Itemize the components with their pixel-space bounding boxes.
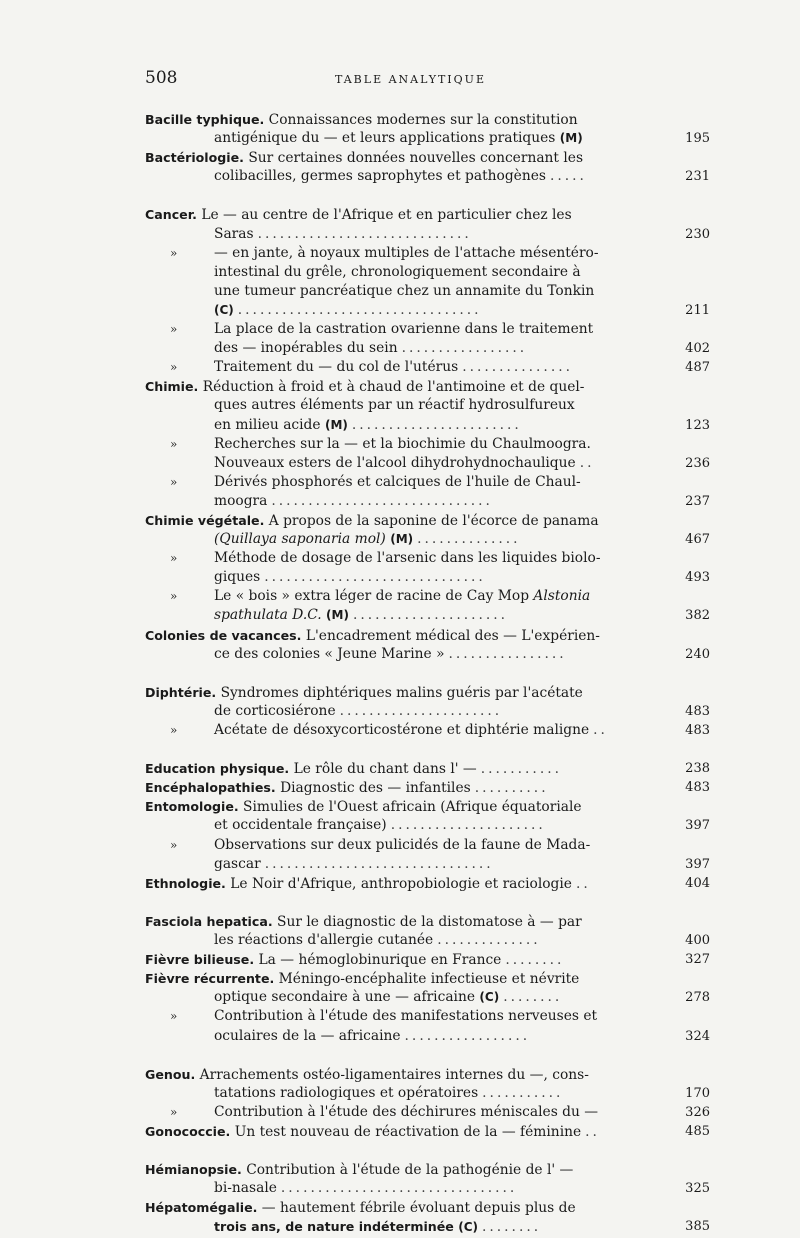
page-ref: 325 <box>685 1181 710 1197</box>
entry-text: giques <box>214 569 261 586</box>
ditto-mark: » <box>170 1009 178 1024</box>
entry-text: de corticosiérone <box>214 702 336 719</box>
leader-dots: .......... <box>474 780 549 797</box>
index-line <box>145 1217 710 1236</box>
ditto-mark: » <box>170 436 178 451</box>
entry-text: A propos de la saponine de l'écorce de panama <box>268 512 599 529</box>
index-line <box>145 1027 710 1046</box>
page-ref: 402 <box>685 341 710 357</box>
index-headword: Bactériologie. <box>145 150 244 166</box>
page-ref: 483 <box>685 780 710 796</box>
index-headword: Hépatomégalie. <box>145 1200 258 1216</box>
page-ref: 195 <box>685 131 710 147</box>
index-line <box>145 396 710 415</box>
index-line <box>145 702 710 721</box>
leader-dots: .............................. <box>264 569 486 586</box>
index-line <box>145 606 710 625</box>
index-line <box>145 626 710 645</box>
leader-dots: ..... <box>549 168 587 185</box>
page-ref: 326 <box>685 1104 710 1120</box>
index-line <box>145 797 710 816</box>
leader-dots: .. <box>579 454 595 471</box>
leader-dots: ...................... <box>339 702 503 719</box>
entry-text: Arrachements ostéo-ligamentaires internes du —, cons- <box>199 1066 589 1083</box>
index-line <box>145 473 710 492</box>
leader-dots: ................ <box>448 645 567 662</box>
index-line <box>145 587 710 606</box>
index-line <box>145 969 710 988</box>
entry-text: une tumeur pancréatique chez un annamite du Tonkin <box>214 282 595 299</box>
ditto-mark: » <box>170 322 178 337</box>
leader-dots: ........ <box>505 952 565 969</box>
page-ref: 487 <box>685 360 710 376</box>
entry-text: des — inopérables du sein <box>214 340 398 357</box>
page-ref: 485 <box>685 1123 710 1139</box>
entry-text: Syndromes diphtériques malins guéris par l'acétate <box>220 684 583 701</box>
index-line <box>145 931 710 950</box>
page-ref: 397 <box>685 818 710 834</box>
index-headword: Bacille typhique. <box>145 112 265 127</box>
leader-dots: ................................. <box>237 301 482 318</box>
index-line <box>145 320 710 339</box>
page-ref: 231 <box>685 169 710 185</box>
leader-dots: ..................... <box>390 817 546 834</box>
index-line <box>145 339 710 358</box>
index-line <box>145 1160 710 1179</box>
leader-dots: ............................... <box>264 855 494 872</box>
page-ref: 324 <box>685 1028 710 1044</box>
entry-text: et occidentale française) <box>214 817 387 834</box>
page-ref: 240 <box>685 646 710 662</box>
entry-text: Méthode de dosage de l'arsenic dans les liquides biolo- <box>214 550 601 567</box>
index-line <box>145 1103 710 1122</box>
entry-text: ques autres éléments par un réactif hydrosulfureux <box>214 397 575 414</box>
leader-dots: ........... <box>482 1084 564 1101</box>
leader-dots: ........ <box>482 1219 542 1236</box>
entry-text: oculaires de la — africaine <box>214 1027 401 1044</box>
index-line <box>145 454 710 473</box>
index-line <box>145 683 710 702</box>
entry-text: trois ans, de nature indéterminée <box>214 1219 454 1235</box>
leader-dots: ........... <box>480 761 562 778</box>
leader-dots: ................. <box>401 340 528 357</box>
index-headword: Entomologie. <box>145 799 239 815</box>
entry-text: intestinal du grêle, chronologiquement secondaire à <box>214 263 581 280</box>
ditto-mark: » <box>170 589 178 604</box>
leader-dots: ....................... <box>351 416 522 433</box>
index-line <box>145 282 710 301</box>
leader-dots: ........ <box>503 989 563 1006</box>
index-line <box>145 549 710 568</box>
index-line <box>145 148 710 167</box>
index-headword: Genou. <box>145 1066 196 1082</box>
entry-text: colibacilles, germes saprophytes et pathogènes <box>214 168 546 185</box>
index-line <box>145 110 710 129</box>
index-line <box>145 263 710 282</box>
index-headword: Gonococcie. <box>145 1123 231 1139</box>
entry-marker: (M) <box>326 608 349 623</box>
ditto-mark: » <box>170 1104 178 1119</box>
page-ref: 385 <box>685 1219 710 1235</box>
entry-text: Saras <box>214 225 254 242</box>
entry-marker: (M) <box>390 532 414 547</box>
index-line <box>145 416 710 435</box>
index-headword: Fièvre récurrente. <box>145 971 275 987</box>
page-ref: 382 <box>685 608 710 624</box>
entry-text: — en jante, à noyaux multiples de l'attache mésentéro- <box>214 244 599 261</box>
entry-text: Méningo-encéphalite infectieuse et névrite <box>278 971 580 988</box>
entry-text: Réduction à froid et à chaud de l'antimoine et de quel- <box>202 379 585 396</box>
entry-text: Un test nouveau de réactivation de la — féminine <box>234 1123 582 1140</box>
index-line <box>145 377 710 396</box>
entry-text: spathulata D.C. <box>214 607 322 624</box>
index-headword: Ethnologie. <box>145 875 226 891</box>
entry-text: Observations sur deux pulicidés de la faune de Mada- <box>214 836 591 853</box>
index-content <box>145 110 710 1237</box>
page-ref: 170 <box>685 1085 710 1101</box>
page-ref: 123 <box>685 417 710 433</box>
ditto-mark: » <box>170 360 178 375</box>
page-ref: 404 <box>685 875 710 891</box>
entry-marker: (C) <box>458 1220 479 1235</box>
index-line <box>145 1065 710 1084</box>
entry-text: en milieu acide <box>214 416 321 433</box>
entry-text: Contribution à l'étude de la pathogénie de l' — <box>246 1162 574 1179</box>
entry-text: gascar <box>214 855 261 872</box>
leader-dots: .. <box>575 875 591 892</box>
page-ref: 236 <box>685 455 710 471</box>
entry-text: Sur le diagnostic de la distomatose à — par <box>277 913 582 930</box>
index-line <box>145 511 710 530</box>
entry-text: Diagnostic des — infantiles <box>280 780 471 797</box>
leader-dots: .. <box>585 1123 600 1140</box>
index-line <box>145 167 710 186</box>
entry-text: Recherches sur la — et la biochimie du Chaulmoogra. <box>214 435 591 452</box>
index-headword: Diphtérie. <box>145 684 217 700</box>
entry-text: La place de la castration ovarienne dans le traitement <box>214 321 594 338</box>
entry-text: moogra <box>214 492 268 509</box>
index-line <box>145 1084 710 1103</box>
entry-text: Sur certaines données nouvelles concernant les <box>248 150 584 167</box>
index-line <box>145 244 710 263</box>
index-headword: Chimie. <box>145 379 199 395</box>
entry-text: Le « bois » extra léger de racine de Cay Mop <box>214 588 530 605</box>
entry-marker: (M) <box>324 417 348 432</box>
entry-text: La — hémoglobinurique en France <box>258 952 502 969</box>
entry-text: tatations radiologiques et opératoires <box>214 1084 479 1101</box>
page-ref: 400 <box>685 933 710 949</box>
index-line <box>145 645 710 664</box>
page-ref: 483 <box>685 703 710 719</box>
entry-text: (Quillaya saponaria mol) <box>214 531 386 548</box>
entry-text: Le rôle du chant dans l' — <box>293 761 477 778</box>
entry-text: Dérivés phosphorés et calciques de l'huile de Chaul- <box>214 473 581 490</box>
index-headword: Hémianopsie. <box>145 1162 242 1178</box>
index-line <box>145 1198 710 1217</box>
index-line <box>145 225 710 244</box>
page-ref: 493 <box>685 570 710 586</box>
page-ref: 327 <box>685 952 710 968</box>
entry-text: Contribution à l'étude des déchirures méniscales du — <box>214 1103 599 1120</box>
entry-text: Simulies de l'Ouest africain (Afrique équatoriale <box>243 799 582 816</box>
entry-text: Contribution à l'étude des manifestations nerveuses et <box>214 1008 598 1025</box>
index-headword: Colonies de vacances. <box>145 627 302 643</box>
leader-dots: ............... <box>462 359 573 376</box>
page-ref: 237 <box>685 493 710 509</box>
index-line <box>145 950 710 969</box>
entry-text: — hautement fébrile évoluant depuis plus de <box>261 1200 576 1217</box>
entry-marker: (C) <box>479 990 500 1005</box>
index-headword: Fièvre bilieuse. <box>145 952 255 968</box>
index-line <box>145 205 710 224</box>
page-number: 508 <box>145 68 178 88</box>
leader-dots: ................. <box>404 1027 531 1044</box>
index-line <box>145 778 710 797</box>
index-headword: Cancer. <box>145 207 197 223</box>
index-headword: Chimie végétale. <box>145 512 265 528</box>
leader-dots: ..................... <box>352 607 509 624</box>
page-ref: 230 <box>685 226 710 242</box>
entry-text: ce des colonies « Jeune Marine » <box>214 645 445 662</box>
page-ref: 467 <box>685 532 710 548</box>
leader-dots: .............. <box>437 932 541 949</box>
index-line <box>145 816 710 835</box>
page-ref: 211 <box>685 302 710 318</box>
entry-text: Acétate de désoxycorticostérone et diphtérie maligne <box>214 722 590 738</box>
index-headword: Education physique. <box>145 761 290 777</box>
entry-text: Le — au centre de l'Afrique et en particulier chez les <box>201 207 572 224</box>
entry-text: Alstonia <box>533 588 591 605</box>
entry-text: Connaissances modernes sur la constitution <box>268 112 578 128</box>
page-ref: 278 <box>685 990 710 1006</box>
index-line <box>145 568 710 587</box>
leader-dots: .............. <box>417 531 521 548</box>
index-line <box>145 301 710 320</box>
entry-text: bi-nasale <box>214 1180 277 1197</box>
index-line <box>145 721 710 740</box>
ditto-mark: » <box>170 474 178 489</box>
index-line <box>145 129 710 148</box>
index-line <box>145 1179 710 1198</box>
index-line <box>145 759 710 778</box>
leader-dots: ............................. <box>257 225 472 242</box>
page-ref: 238 <box>685 761 710 777</box>
index-line <box>145 530 710 549</box>
running-head: TABLE ANALYTIQUE <box>335 73 486 86</box>
entry-marker: (M) <box>559 131 583 146</box>
index-line <box>145 912 710 931</box>
entry-text: Le Noir d'Afrique, anthropobiologie et raciologie <box>230 875 572 892</box>
entry-text: L'encadrement médical des — L'expérien- <box>305 627 600 644</box>
leader-dots: .. <box>593 722 608 738</box>
index-line <box>145 435 710 454</box>
entry-text: Traitement du — du col de l'utérus <box>214 359 459 376</box>
entry-text: antigénique du — et leurs applications pratiques <box>214 130 556 147</box>
page-ref: 397 <box>685 856 710 872</box>
ditto-mark: » <box>170 837 178 852</box>
index-line <box>145 836 710 855</box>
ditto-mark: » <box>170 551 178 566</box>
index-headword: Encéphalopathies. <box>145 780 276 796</box>
ditto-mark: » <box>170 245 178 260</box>
index-line <box>145 855 710 874</box>
index-line <box>145 988 710 1007</box>
page-ref: 483 <box>685 723 710 738</box>
index-line <box>145 874 710 893</box>
entry-marker: (C) <box>214 302 234 317</box>
leader-dots: .............................. <box>271 492 493 509</box>
entry-text: Nouveaux esters de l'alcool dihydrohydnochaulique <box>214 454 576 471</box>
entry-text: optique secondaire à une — africaine <box>214 989 476 1006</box>
index-line <box>145 1007 710 1026</box>
index-headword: Fasciola hepatica. <box>145 913 273 929</box>
index-line <box>145 492 710 511</box>
entry-text: les réactions d'allergie cutanée <box>214 932 434 949</box>
leader-dots: ................................ <box>280 1180 518 1197</box>
ditto-mark: » <box>170 723 178 737</box>
index-line <box>145 358 710 377</box>
index-line <box>145 1122 710 1141</box>
